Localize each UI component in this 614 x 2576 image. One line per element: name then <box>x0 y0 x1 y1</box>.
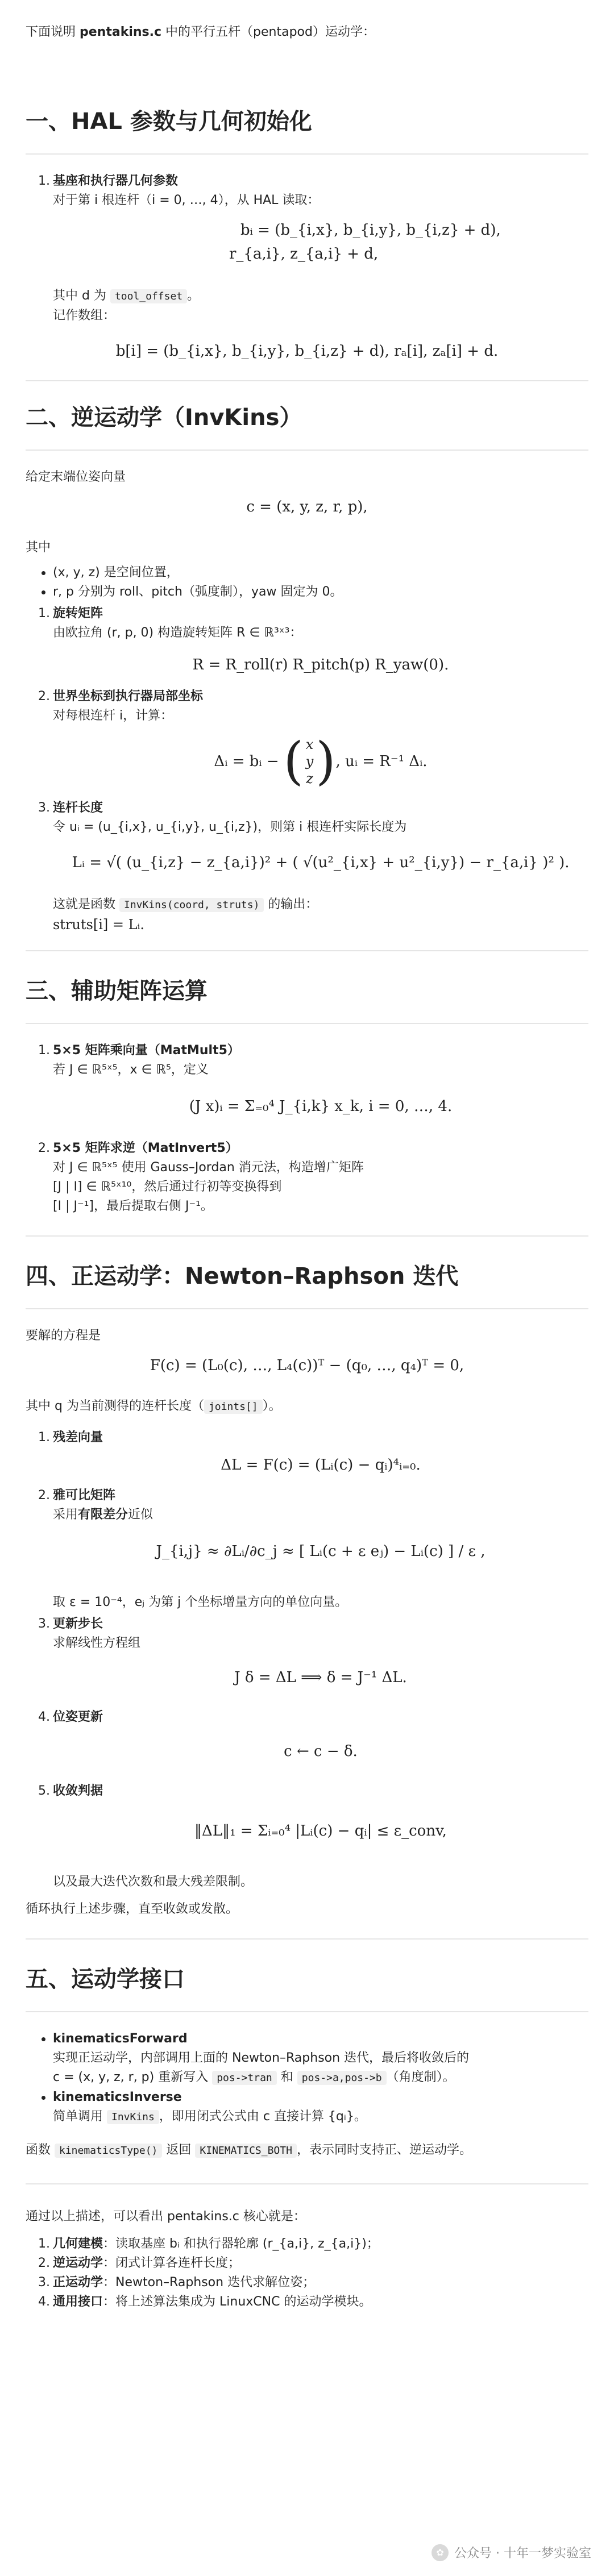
summary-item-text: ：闭式计算各连杆长度； <box>103 2256 241 2270</box>
q-paragraph <box>26 1397 588 1417</box>
section4-item5-title: 收敛判据 <box>53 1784 103 1798</box>
math-base-vector: bᵢ = (b_{i,x}, b_{i,y}, b_{i,z} + d), <box>240 222 501 239</box>
vec-y: y <box>305 754 314 769</box>
math-residual-vector: ΔL = F(c) = (Lᵢ(c) − qᵢ)⁴ᵢ₌₀. <box>221 1456 421 1474</box>
section2-title: 二、逆运动学（InvKins） <box>26 405 302 431</box>
tool-offset-code: tool_offset <box>110 289 187 303</box>
summary-item-text: ：将上述算法集成为 LinuxCNC 的运动学模块。 <box>103 2295 372 2309</box>
invkins-output-post: 的输出： <box>264 897 318 912</box>
section4-title: 四、正运动学：Newton–Raphson 迭代 <box>26 1263 459 1289</box>
section3-item1-title: 5×5 矩阵乘向量（MatMult5） <box>53 1043 240 1058</box>
section4-item4: 4. 位姿更新 c ← c − δ. <box>26 1708 588 1761</box>
section5-bullet1 <box>26 2029 588 2088</box>
section2-bottom-divider <box>26 950 588 951</box>
section4-item3: 3. 更新步长 求解线性方程组 J δ = ΔL ⟹ δ = J⁻¹ ΔL. <box>26 1614 588 1687</box>
forward-line2 <box>53 2068 588 2088</box>
invkins-code: InvKins(coord, struts) <box>119 898 264 912</box>
intro-text: 下面说明 <box>26 25 80 39</box>
joints-code: joints[] <box>204 1400 263 1414</box>
math-link-length: Lᵢ = √( (u_{i,z} − z_{a,i})² + ( √(u²_{i,x} + u²_{i,y}) − r_{a,i} )² ). <box>72 854 570 871</box>
section3-item2-line3: [I | J⁻¹]，最后提取右侧 J⁻¹。 <box>53 1199 213 1213</box>
inverse-title: kinematicsInverse <box>53 2090 182 2104</box>
section3-item1: 1. 5×5 矩阵乘向量（MatMult5） 若 J ∈ ℝ⁵ˣ⁵，x ∈ ℝ⁵，定义 (J x)ᵢ = Σ₌₀⁴ J_{i,k} x_k, i = 0, …, 4. <box>26 1041 588 1116</box>
section4-eq-intro: 要解的方程是 <box>26 1329 101 1343</box>
section4-item1-title: 残差向量 <box>53 1430 103 1445</box>
math-update: c ← c − δ. <box>284 1743 358 1760</box>
type-mid: 返回 <box>162 2143 196 2157</box>
section4-item3-desc: 求解线性方程组 <box>53 1636 141 1650</box>
forward-line2-pre: c = (x, y, z, r, p) 重新写入 <box>53 2070 213 2084</box>
inverse-post: ，即用闭式公式由 c 直接计算 {qᵢ}。 <box>159 2109 367 2124</box>
section1-item1: 1. 基座和执行器几何参数 对于第 i 根连杆（i = 0, …, 4），从 HAL 读取： bᵢ = (b_{i,x}, b_{i,y}, b_{i,z} + d), r_{a,i}, z_{a,i} + d, <box>26 172 588 264</box>
pos-ab-code: pos->a,pos->b <box>297 2071 387 2085</box>
intro-text-post: 中的平行五杆（pentapod）运动学： <box>161 25 375 39</box>
q-post: ）。 <box>262 1399 281 1413</box>
intro-paragraph <box>26 23 588 42</box>
section4-item1: 1. 残差向量 ΔL = F(c) = (Lᵢ(c) − qᵢ)⁴ᵢ₌₀. <box>26 1428 588 1475</box>
section3-list <box>26 1041 588 1216</box>
section3-item2-title: 5×5 矩阵求逆（MatInvert5） <box>53 1141 238 1155</box>
invkins-output-text: 这就是函数 <box>53 897 119 912</box>
summary-item: 3. 正运动学：Newton–Raphson 迭代求解位姿； <box>38 2275 316 2290</box>
section3-item2-line2: [J | I] ∈ ℝ⁵ˣ¹⁰，然后通过行初等变换得到 <box>53 1180 282 1194</box>
limit-text: 以及最大迭代次数和最大残差限制。 <box>53 1875 254 1889</box>
intro-filename: pentakins.c <box>80 25 162 39</box>
section2-item3: 3. 连杆长度 令 uᵢ = (u_{i,x}, u_{i,y}, u_{i,z})，则第 i 根连杆实际长度为 Lᵢ = √( (u_{i,z} − z_{a,i})² + ( √(u²_{i,x} + u²_{i,y}) − r_{a,i} )² ). <box>26 798 588 872</box>
math-delta-vector <box>306 736 314 787</box>
math-pose-vector: c = (x, y, z, r, p), <box>246 498 368 515</box>
store-array-text: 记作数组： <box>53 309 116 323</box>
section4-item2: 2. 雅可比矩阵 采用有限差分近似 J_{i,j} ≈ ∂Lᵢ/∂c_j ≈ [ Lᵢ(c + ε eⱼ) − Lᵢ(c) ] / ε , 取 ε = 10⁻⁴，eⱼ 为第 j 个坐标增量方向的单位向量。 <box>26 1486 588 1612</box>
watermark <box>432 2544 591 2561</box>
math-step: J δ = ΔL ⟹ δ = J⁻¹ ΔL. <box>234 1669 407 1686</box>
vec-z: z <box>306 771 313 786</box>
section2-item3-desc: 令 uᵢ = (u_{i,x}, u_{i,y}, u_{i,z})，则第 i 根连杆实际长度为 <box>53 820 407 834</box>
summary-item-text: ：读取基座 bᵢ 和执行器轮廓 (r_{a,i}, z_{a,i})； <box>103 2237 379 2251</box>
section4-item5: 5. 收敛判据 ‖ΔL‖₁ = Σᵢ₌₀⁴ |Lᵢ(c) − qᵢ| ≤ ε_conv, 以及最大迭代次数和最大残差限制。 <box>26 1782 588 1892</box>
math-convergence: ‖ΔL‖₁ = Σᵢ₌₀⁴ |Lᵢ(c) − qᵢ| ≤ ε_conv, <box>194 1822 447 1840</box>
inverse-line <box>53 2107 588 2127</box>
math-jacobian: J_{i,j} ≈ ∂Lᵢ/∂c_j ≈ [ Lᵢ(c + ε eⱼ) − Lᵢ(c) ] / ε , <box>156 1543 486 1560</box>
forward-title: kinematicsForward <box>53 2032 188 2046</box>
section2-item2-desc: 对每根连杆 i，计算： <box>53 709 173 723</box>
section1-item1-title: 基座和执行器几何参数 <box>53 174 179 188</box>
fd-bold: 有限差分 <box>78 1508 128 1522</box>
section1-bottom-divider <box>26 380 588 381</box>
math-delta-left: Δᵢ = bᵢ − <box>214 753 279 770</box>
section2-list <box>26 604 588 872</box>
forward-line2-post: （角度制）。 <box>386 2070 455 2084</box>
section5-bullets <box>26 2029 588 2127</box>
summary-item-title: 逆运动学 <box>53 2256 103 2270</box>
section4-list <box>26 1428 588 1892</box>
section2-given-text: 给定末端位姿向量 <box>26 470 126 484</box>
section2-item1-desc: 由欧拉角 (r, p, 0) 构造旋转矩阵 R ∈ ℝ³ˣ³： <box>53 626 302 640</box>
wechat-icon: ✿ <box>432 2544 449 2561</box>
section1-title: 一、HAL 参数与几何初始化 <box>26 109 312 135</box>
math-delta-right: , uᵢ = R⁻¹ Δᵢ. <box>335 753 428 770</box>
section5-bottom-divider <box>26 2183 588 2184</box>
watermark-text: 公众号 · 十年一梦实验室 <box>454 2546 591 2561</box>
section3-item2-line1: 对 J ∈ ℝ⁵ˣ⁵ 使用 Gauss–Jordan 消元法，构造增广矩阵 <box>53 1160 364 1175</box>
section4-item4-title: 位姿更新 <box>53 1710 103 1724</box>
pos-tran-code: pos->tran <box>212 2071 277 2085</box>
section5-title: 五、运动学接口 <box>26 1966 185 1992</box>
math-matmult: (J x)ᵢ = Σ₌₀⁴ J_{i,k} x_k, i = 0, …, 4. <box>189 1098 453 1115</box>
vec-x: x <box>305 736 314 752</box>
invkins-code-2: InvKins <box>107 2110 159 2124</box>
loop-text: 循环执行上述步骤，直至收敛或发散。 <box>26 1902 239 1916</box>
invkins-output-paragraph <box>26 895 588 915</box>
bullet-position: (x, y, z) 是空间位置， <box>26 563 588 582</box>
kinematics-both-code: KINEMATICS_BOTH <box>195 2144 297 2158</box>
inverse-pre: 简单调用 <box>53 2109 107 2124</box>
section1-item1-desc: 对于第 i 根连杆（i = 0, …, 4），从 HAL 读取： <box>53 193 320 207</box>
kinematics-type-paragraph <box>26 2141 588 2161</box>
section2-item1-title: 旋转矩阵 <box>53 606 103 621</box>
section3-title: 三、辅助矩阵运算 <box>26 978 208 1004</box>
tool-offset-text: 其中 d 为 <box>53 289 110 303</box>
summary-list <box>26 2234 588 2312</box>
section3-item2: 2. 5×5 矩阵求逆（MatInvert5） 对 J ∈ ℝ⁵ˣ⁵ 使用 Gauss–Jordan 消元法，构造增广矩阵 [J | I] ∈ ℝ⁵ˣ¹⁰，然后通过行初等变换得到 [I | J⁻¹]，最后提取右侧 J⁻¹。 <box>26 1139 588 1216</box>
math-rotation-matrix: R = R_roll(r) R_pitch(p) R_yaw(0). <box>192 656 449 673</box>
section4-item3-title: 更新步长 <box>53 1617 103 1631</box>
section2-item1: 1. 旋转矩阵 由欧拉角 (r, p, 0) 构造旋转矩阵 R ∈ ℝ³ˣ³： R = R_roll(r) R_pitch(p) R_yaw(0). <box>26 604 588 675</box>
q-text: 其中 q 为当前测得的连杆长度（ <box>26 1399 204 1413</box>
tool-offset-paragraph <box>26 286 588 306</box>
summary-item-title: 正运动学 <box>53 2275 103 2290</box>
summary-item-text: ：Newton–Raphson 迭代求解位姿； <box>103 2275 316 2290</box>
summary-item: 4. 通用接口：将上述算法集成为 LinuxCNC 的运动学模块。 <box>38 2295 372 2309</box>
bullet-orientation: r, p 分别为 roll、pitch（弧度制），yaw 固定为 0。 <box>26 582 588 602</box>
math-delta: Δᵢ = bᵢ − ( x y z ) , uᵢ = R⁻¹ Δᵢ. <box>214 731 428 791</box>
math-array-definition: b[i] = (b_{i,x}, b_{i,y}, b_{i,z} + d), rₐ[i], zₐ[i] + d. <box>115 343 499 360</box>
fd-post: 近似 <box>128 1508 154 1522</box>
section3-item1-desc: 若 J ∈ ℝ⁵ˣ⁵，x ∈ ℝ⁵，定义 <box>53 1063 209 1077</box>
section2-item3-title: 连杆长度 <box>53 801 103 815</box>
tool-offset-post: 。 <box>187 289 200 303</box>
section2-item2: 2. 世界坐标到执行器局部坐标 对每根连杆 i，计算： Δᵢ = bᵢ − ( x y z ) , uᵢ = R⁻¹ Δᵢ. <box>26 687 588 787</box>
section4-bottom-divider <box>26 1938 588 1940</box>
forward-and: 和 <box>276 2070 297 2084</box>
math-struts: struts[i] = Lᵢ. <box>53 917 145 933</box>
summary-item: 2. 逆运动学：闭式计算各连杆长度； <box>38 2256 241 2270</box>
section2-bullets <box>26 563 588 602</box>
summary-item: 1. 几何建模：读取基座 bᵢ 和执行器轮廓 (r_{a,i}, z_{a,i})； <box>38 2237 379 2251</box>
type-post: ，表示同时支持正、逆运动学。 <box>296 2143 472 2157</box>
type-pre: 函数 <box>26 2143 55 2157</box>
section1-list <box>26 172 588 264</box>
summary-item-title: 通用接口 <box>53 2295 103 2309</box>
math-residual-equation: F(c) = (L₀(c), …, L₄(c))ᵀ − (q₀, …, q₄)ᵀ = 0, <box>150 1357 464 1374</box>
section3-bottom-divider <box>26 1235 588 1237</box>
math-actuator-params: r_{a,i}, z_{a,i} + d, <box>229 245 379 263</box>
kinematics-type-code: kinematicsType() <box>55 2144 162 2158</box>
section4-item2-desc <box>53 1505 588 1525</box>
forward-line1: 实现正运动学，内部调用上面的 Newton–Raphson 迭代，最后将收敛后的 <box>53 2051 470 2065</box>
section5-bullet2 <box>26 2088 588 2127</box>
epsilon-text: 取 ε = 10⁻⁴，eⱼ 为第 j 个坐标增量方向的单位向量。 <box>53 1595 348 1609</box>
section2-item2-title: 世界坐标到执行器局部坐标 <box>53 689 204 704</box>
summary-intro: 通过以上描述，可以看出 pentakins.c 核心就是： <box>26 2209 306 2224</box>
section4-item2-title: 雅可比矩阵 <box>53 1488 116 1503</box>
summary-item-title: 几何建模 <box>53 2237 103 2251</box>
fd-pre: 采用 <box>53 1508 78 1522</box>
section2-where-text: 其中 <box>26 540 51 555</box>
